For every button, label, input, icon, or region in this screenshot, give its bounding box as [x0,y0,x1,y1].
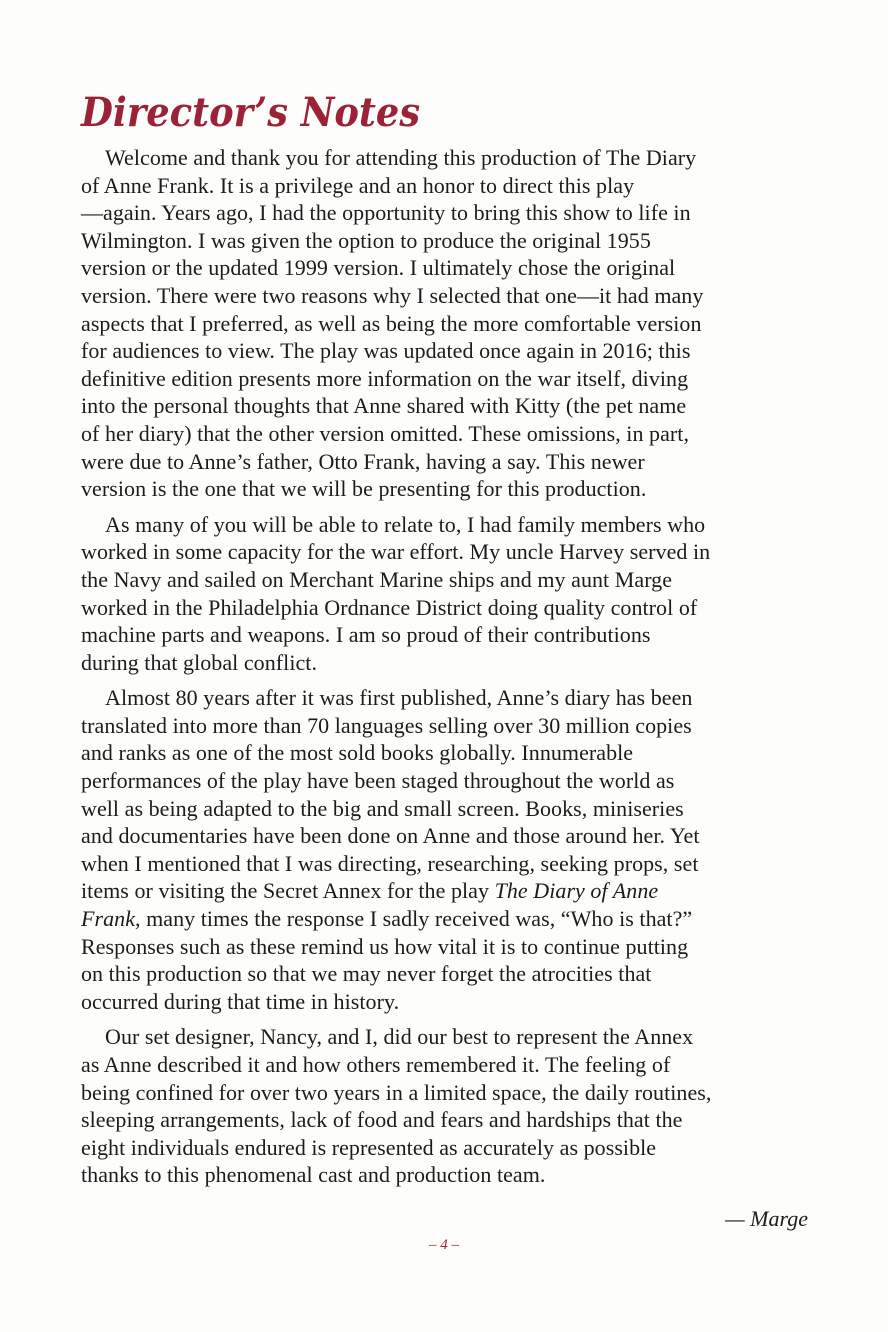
paragraph-family [81,511,809,677]
text-line: of Anne Frank. It is a privilege and an honor to direct this play [81,172,635,198]
text-line: worked in the Philadelphia Ordnance District doing quality control of [81,594,698,620]
text-line: performances of the play have been staged throughout the world as [81,768,675,794]
text-line [81,877,809,905]
text-line: as Anne described it and how others remembered it. The feeling of [81,1052,671,1077]
text-line: being confined for over two years in a limited space, the daily routines, [81,1079,712,1105]
text-line: into the personal thoughts that Anne shared with Kitty (the pet name [81,393,687,419]
text-line: —again. Years ago, I had the opportunity to bring this show to life in [81,200,691,226]
text-line [81,905,809,933]
text-line: definitive edition presents more information on the war itself, diving [81,365,689,391]
text-line: of her diary) that the other version omitted. These omissions, in part, [81,420,690,446]
text-line: during that global conflict. [81,649,318,675]
text-run: items or visiting the Secret Annex for the play [81,878,495,904]
paragraph-legacy [81,684,809,1015]
text-line: occurred during that time in history. [81,988,400,1014]
text-line: As many of you will be able to relate to, I had family members who [105,511,706,537]
text-line: version or the updated 1999 version. I ultimately chose the original [81,255,676,281]
play-title-italic: Frank, [81,906,141,932]
text-line: translated into more than 70 languages selling over 30 million copies [81,712,692,738]
document-page [81,88,809,1197]
text-line: Almost 80 years after it was first published, Anne’s diary has been [105,685,693,711]
text-line: Our set designer, Nancy, and I, did our best to represent the Annex [105,1024,694,1050]
page-title: Director’s Notes [81,89,421,136]
text-line: for audiences to view. The play was updated once again in 2016; this [81,338,691,364]
text-line: well as being adapted to the big and small screen. Books, miniseries [81,795,684,821]
paragraph-welcome [81,144,809,503]
text-line: Welcome and thank you for attending this production of The Diary [105,145,697,170]
play-title-italic: The Diary of Anne [494,878,659,904]
text-run: many times the response I sadly received was, “Who is that?” [140,906,693,932]
signature: — Marge [725,1206,808,1231]
text-line: worked in some capacity for the war effort. My uncle Harvey served in [81,539,711,565]
text-line: and documentaries have been done on Anne and those around her. Yet [81,823,700,849]
text-line: Wilmington. I was given the option to produce the original 1955 [81,227,651,253]
text-line: thanks to this phenomenal cast and production team. [81,1162,546,1188]
text-line: aspects that I preferred, as well as being the more comfortable version [81,310,702,336]
text-line: version. There were two reasons why I selected that one—it had many [81,282,704,308]
text-line: on this production so that we may never forget the atrocities that [81,961,652,987]
text-line: were due to Anne’s father, Otto Frank, having a say. This newer [81,448,645,474]
text-line: machine parts and weapons. I am so proud of their contributions [81,622,651,648]
text-line: Responses such as these remind us how vital it is to continue putting [81,933,689,959]
text-line: the Navy and sailed on Merchant Marine ships and my aunt Marge [81,566,673,592]
page-number: – 4 – [429,1237,459,1253]
paragraph-set-design [81,1023,809,1189]
text-line: eight individuals endured is represented as accurately as possible [81,1134,657,1160]
text-line: sleeping arrangements, lack of food and fears and hardships that the [81,1107,683,1133]
text-line: and ranks as one of the most sold books globally. Innumerable [81,740,634,766]
text-line: version is the one that we will be presenting for this production. [81,476,647,502]
text-line: when I mentioned that I was directing, researching, seeking props, set [81,850,699,876]
